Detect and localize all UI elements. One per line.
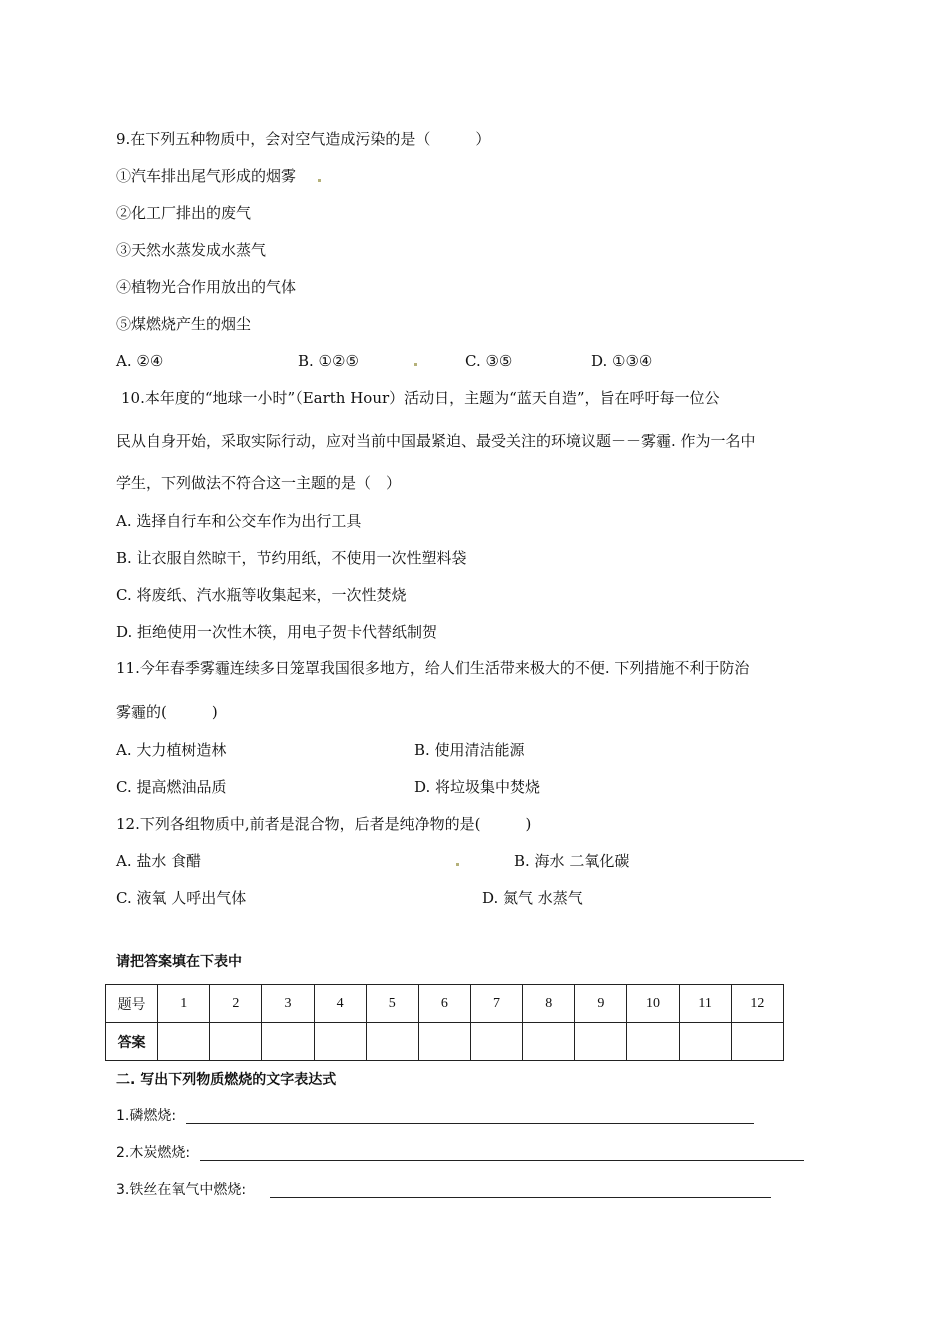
answer-cell[interactable]	[731, 1023, 783, 1061]
q9-option-c: C. ③⑤	[465, 352, 513, 370]
scan-dot	[456, 863, 459, 866]
question-number: 8	[523, 985, 575, 1023]
q9-stem: 9.在下列五种物质中，会对空气造成污染的是（ ）	[116, 130, 491, 148]
number-row	[106, 985, 784, 1023]
answer-table	[105, 984, 784, 1061]
q9-option-b: B. ①②⑤	[298, 352, 359, 370]
q11-option-c: C. 提高燃油品质	[116, 778, 227, 796]
scan-dot	[414, 363, 417, 366]
answer-cell[interactable]	[575, 1023, 627, 1061]
q10-option-c: C. 将废纸、汽水瓶等收集起来，一次性焚烧	[116, 586, 407, 604]
q10-stem-line-2: 民从自身开始，采取实际行动，应对当前中国最紧迫、最受关注的环境议题－－雾霾. 作为一名中	[116, 432, 756, 450]
answer-row-header: 答案	[106, 1023, 158, 1061]
q10-option-d: D. 拒绝使用一次性木筷，用电子贺卡代替纸制贺	[116, 623, 438, 641]
q12-stem: 12.下列各组物质中,前者是混合物，后者是纯净物的是( )	[116, 815, 532, 833]
scan-dot	[318, 179, 321, 182]
q12-option-c: C. 液氧 人呼出气体	[116, 889, 247, 907]
q11-stem-line-1: 11.今年春季雾霾连续多日笼罩我国很多地方，给人们生活带来极大的不便. 下列措施不利于防治	[116, 659, 750, 677]
question-number: 10	[627, 985, 679, 1023]
question-number: 5	[366, 985, 418, 1023]
answer-cell[interactable]	[470, 1023, 522, 1061]
part2-title: 二. 写出下列物质燃烧的文字表达式	[116, 1072, 337, 1088]
answer-row	[106, 1023, 784, 1061]
q9-item-5: ⑤煤燃烧产生的烟尘	[116, 315, 252, 333]
q11-option-a: A. 大力植树造林	[116, 741, 227, 759]
part2-item-2: 2.木炭燃烧:	[116, 1145, 191, 1161]
q9-item-2: ②化工厂排出的废气	[116, 204, 252, 222]
q11-option-d: D. 将垃圾集中焚烧	[414, 778, 541, 796]
answer-line-1[interactable]	[186, 1123, 754, 1124]
q11-stem-line-2: 雾霾的( )	[116, 703, 218, 721]
answer-cell[interactable]	[679, 1023, 731, 1061]
answer-cell[interactable]	[158, 1023, 210, 1061]
answer-line-3[interactable]	[270, 1197, 771, 1198]
question-number: 12	[731, 985, 783, 1023]
q9-item-3: ③天然水蒸发成水蒸气	[116, 241, 267, 259]
answer-line-2[interactable]	[200, 1160, 804, 1161]
answer-cell[interactable]	[314, 1023, 366, 1061]
question-number: 1	[158, 985, 210, 1023]
question-number: 6	[418, 985, 470, 1023]
q11-option-b: B. 使用清洁能源	[414, 741, 525, 759]
answer-cell[interactable]	[210, 1023, 262, 1061]
question-number: 11	[679, 985, 731, 1023]
answer-cell[interactable]	[627, 1023, 679, 1061]
question-number: 3	[262, 985, 314, 1023]
q9-item-4: ④植物光合作用放出的气体	[116, 278, 297, 296]
part2-item-3: 3.铁丝在氧气中燃烧:	[116, 1182, 247, 1198]
q9-option-d: D. ①③④	[591, 352, 653, 370]
q12-option-a: A. 盐水 食醋	[116, 852, 202, 870]
answer-cell[interactable]	[523, 1023, 575, 1061]
question-number: 2	[210, 985, 262, 1023]
answer-instruction: 请把答案填在下表中	[116, 954, 242, 970]
q10-option-b: B. 让衣服自然晾干，节约用纸，不使用一次性塑料袋	[116, 549, 467, 567]
q10-stem-line-1: 10.本年度的“地球一小时”（Earth Hour）活动日，主题为“蓝天自造”，旨在呼吁每一位公	[121, 389, 720, 407]
q10-option-a: A. 选择自行车和公交车作为出行工具	[116, 512, 362, 530]
q12-option-d: D. 氮气 水蒸气	[482, 889, 583, 907]
question-number: 4	[314, 985, 366, 1023]
answer-cell[interactable]	[366, 1023, 418, 1061]
q10-stem-line-3: 学生，下列做法不符合这一主题的是（ ）	[116, 474, 402, 492]
part2-item-1: 1.磷燃烧:	[116, 1108, 177, 1124]
answer-cell[interactable]	[262, 1023, 314, 1061]
question-number: 9	[575, 985, 627, 1023]
q9-item-1: ①汽车排出尾气形成的烟雾	[116, 167, 297, 185]
answer-cell[interactable]	[418, 1023, 470, 1061]
number-row-header: 题号	[106, 985, 158, 1023]
question-number: 7	[470, 985, 522, 1023]
q12-option-b: B. 海水 二氧化碳	[514, 852, 630, 870]
q9-option-a: A. ②④	[116, 352, 164, 370]
